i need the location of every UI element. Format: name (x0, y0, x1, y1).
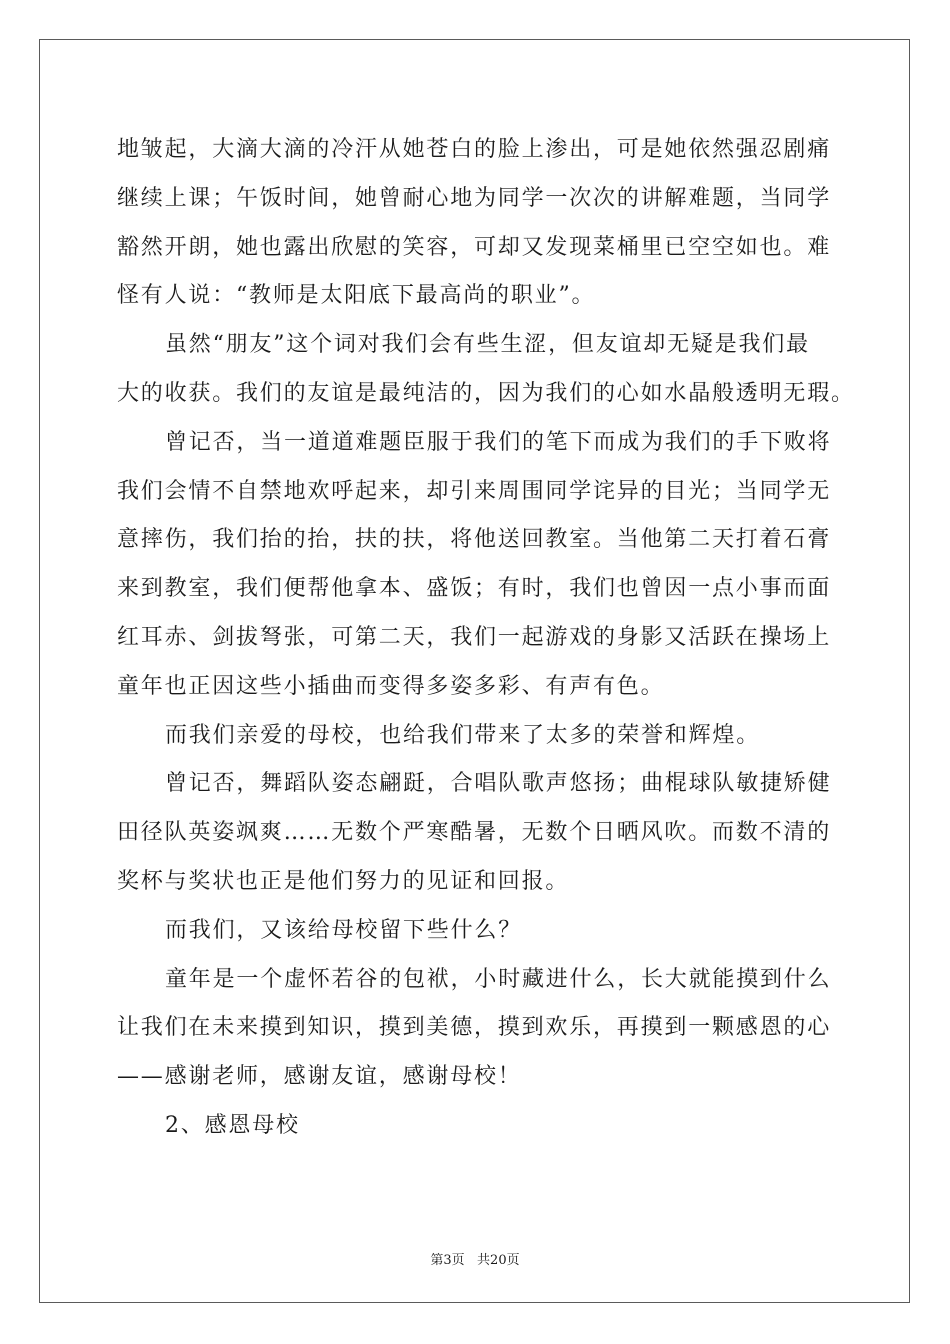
text-line: 而我们，又该给母校留下些什么？ (165, 917, 523, 943)
text-line: 地皱起，大滴大滴的冷汗从她苍白的脸上渗出，可是她依然强忍剧痛 (117, 137, 832, 162)
text-line: 童年也正因这些小插曲而变得多姿多彩、有声有色。 (117, 673, 665, 699)
text-line: 童年是一个虚怀若谷的包袱，小时藏进什么，长大就能摸到什么 (165, 966, 832, 992)
text-line: 奖杯与奖状也正是他们努力的见证和回报。 (117, 868, 570, 894)
text-line: 曾记否，当一道道难题臣服于我们的笔下而成为我们的手下败将 (165, 429, 832, 455)
text-line: 2、感恩母校 (165, 1112, 300, 1138)
document-body (117, 126, 855, 1151)
text-line: 来到教室，我们便帮他拿本、盛饭；有时，我们也曾因一点小事而面 (117, 576, 832, 602)
text-line: 大的收获。我们的友谊是最纯洁的，因为我们的心如水晶般透明无瑕。 (117, 380, 855, 406)
text-line: 曾记否，舞蹈队姿态翩跹，合唱队歌声悠扬；曲棍球队敏捷矫健 (165, 771, 832, 797)
text-line: 我们会情不自禁地欢呼起来，却引来周围同学诧异的目光；当同学无 (117, 478, 832, 504)
text-line: 让我们在未来摸到知识，摸到美德，摸到欢乐，再摸到一颗感恩的心 (117, 1015, 832, 1041)
page-footer: 第3页 共20页 (430, 1253, 520, 1268)
text-line: 继续上课；午饭时间，她曾耐心地为同学一次次的讲解难题，当同学 (117, 185, 832, 211)
text-line: 怪有人说：“教师是太阳底下最高尚的职业”。 (117, 283, 596, 309)
text-line: 而我们亲爱的母校，也给我们带来了太多的荣誉和辉煌。 (165, 722, 761, 748)
text-line: 田径队英姿飒爽……无数个严寒酷暑，无数个日晒风吹。而数不清的 (117, 820, 832, 846)
text-line: 豁然开朗，她也露出欣慰的笑容，可却又发现菜桶里已空空如也。难 (117, 234, 832, 260)
text-line: ——感谢老师，感谢友谊，感谢母校！ (117, 1064, 522, 1090)
text-line: 红耳赤、剑拔弩张，可第二天，我们一起游戏的身影又活跃在操场上 (117, 624, 832, 650)
text-line: 虽然“朋友”这个词对我们会有些生涩，但友谊却无疑是我们最 (165, 332, 810, 358)
text-line: 意摔伤，我们抬的抬，扶的扶，将他送回教室。当他第二天打着石膏 (117, 527, 832, 553)
